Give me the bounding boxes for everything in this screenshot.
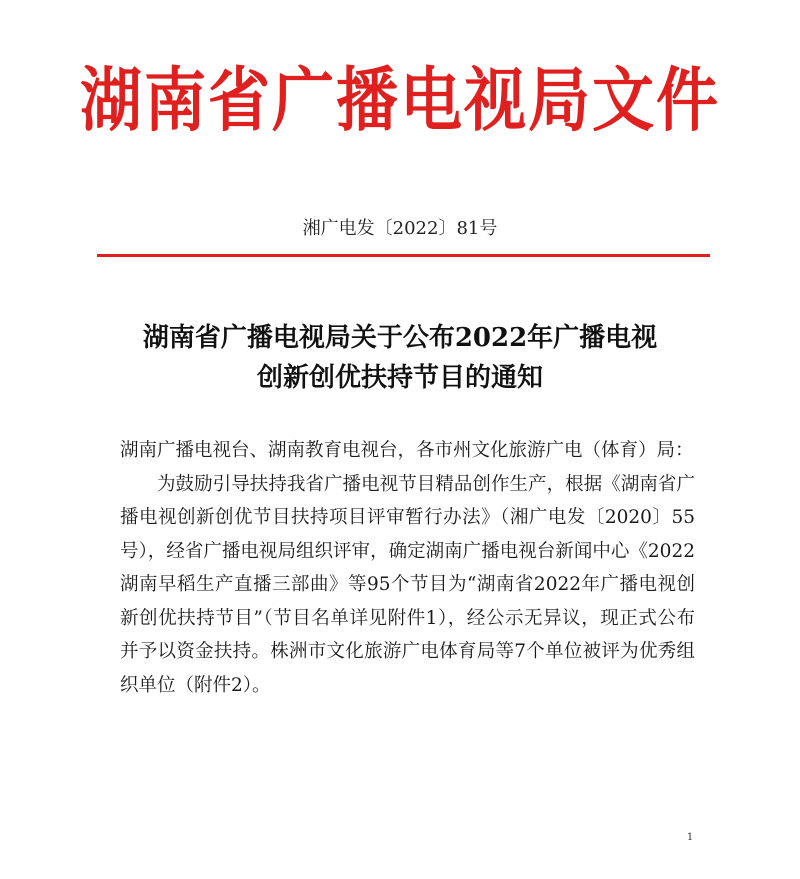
red-separator-line — [97, 254, 710, 257]
notice-title — [0, 318, 800, 398]
notice-title-line-2: 创新创优扶持节目的通知 — [256, 363, 543, 393]
notice-title-line-1: 湖南省广播电视局关于公布2022年广播电视 — [142, 323, 658, 353]
page-number: 1 — [686, 832, 694, 843]
masthead-title: 湖南省广播电视局文件 — [79, 58, 720, 141]
salutation: 湖南广播电视台、湖南教育电视台，各市州文化旅游广电（体育）局： — [120, 440, 694, 461]
document-number: 湘广电发〔2022〕81号 — [302, 218, 498, 239]
notice-body — [120, 434, 695, 702]
body-paragraph: 为鼓励引导扶持我省广播电视节目精品创作生产，根据《湖南省广播电视创新创优节目扶持项目评审暂行办法》（湘广电发〔2020〕55号），经省广播电视局组织评审，确定湖南广播电视台新闻中心《2022湖南早稻生产直播三部曲》等95个节目为“湖南省2022年广播电视创新创优扶持节目”（节目名单详见附件1），经公示无异议，现正式公布并予以资金扶持。株洲市文化旅游广电体育局等7个单位被评为优秀组织单位（附件2）。 — [120, 473, 695, 696]
